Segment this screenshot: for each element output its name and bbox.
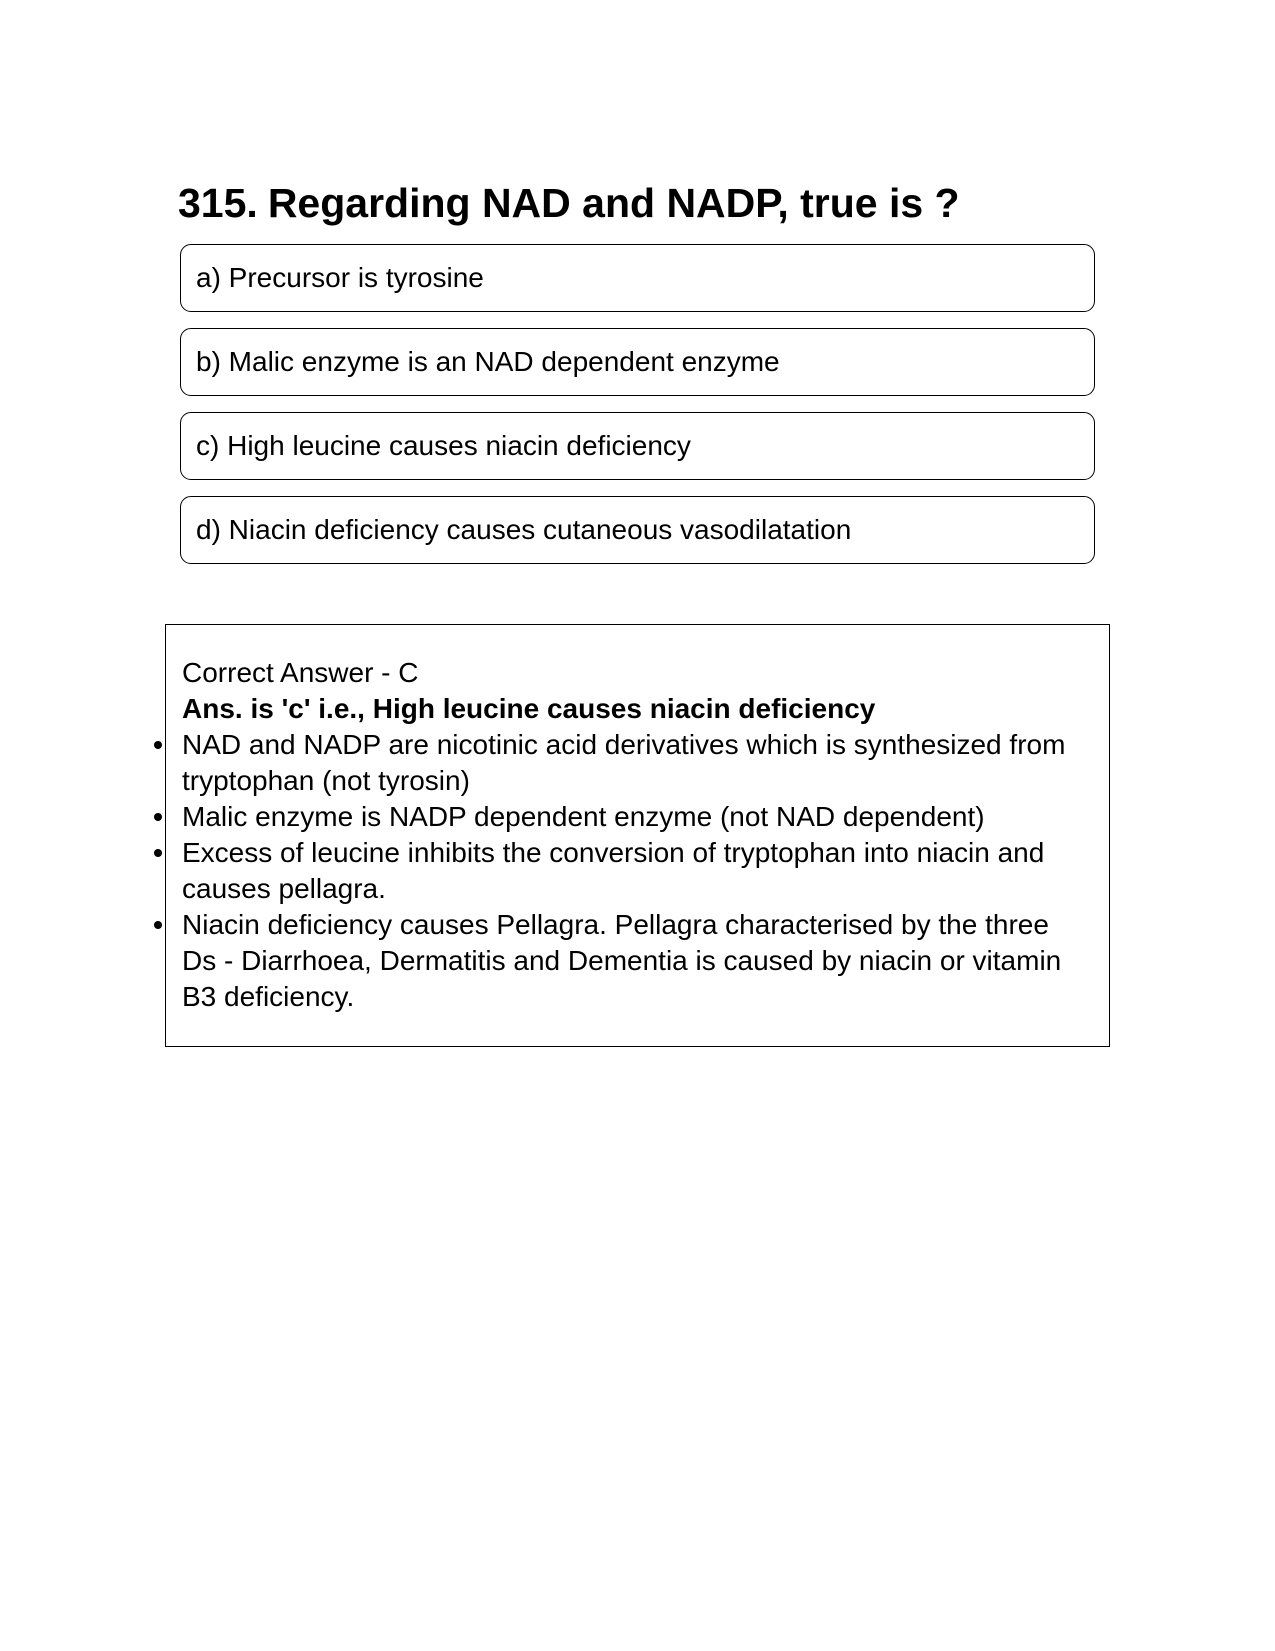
- answer-explanation-box: [165, 624, 1110, 1047]
- correct-answer-label: Correct Answer - C: [182, 657, 419, 688]
- answer-summary: Ans. is 'c' i.e., High leucine causes niacin deficiency: [182, 693, 876, 724]
- question-number: 315.: [178, 180, 258, 226]
- option-d[interactable]: d) Niacin deficiency causes cutaneous vasodilatation: [180, 496, 1095, 564]
- options-list: [180, 244, 1095, 580]
- explanation-point: Excess of leucine inhibits the conversion of tryptophan into niacin and causes pellagra.: [182, 835, 1089, 907]
- option-c[interactable]: c) High leucine causes niacin deficiency: [180, 412, 1095, 480]
- question-text: Regarding NAD and NADP, true is ?: [267, 180, 960, 226]
- question-heading: [178, 178, 1098, 228]
- explanation-point: Niacin deficiency causes Pellagra. Pellagra characterised by the three Ds - Diarrhoea, Dermatitis and Dementia is caused by niacin or vitamin B3 deficiency.: [182, 907, 1089, 1015]
- explanation-point: NAD and NADP are nicotinic acid derivatives which is synthesized from tryptophan (not tyrosin): [182, 727, 1089, 799]
- option-a[interactable]: a) Precursor is tyrosine: [180, 244, 1095, 312]
- option-b[interactable]: b) Malic enzyme is an NAD dependent enzyme: [180, 328, 1095, 396]
- explanation-points: [182, 727, 1089, 1015]
- explanation-point: Malic enzyme is NADP dependent enzyme (not NAD dependent): [182, 799, 1089, 835]
